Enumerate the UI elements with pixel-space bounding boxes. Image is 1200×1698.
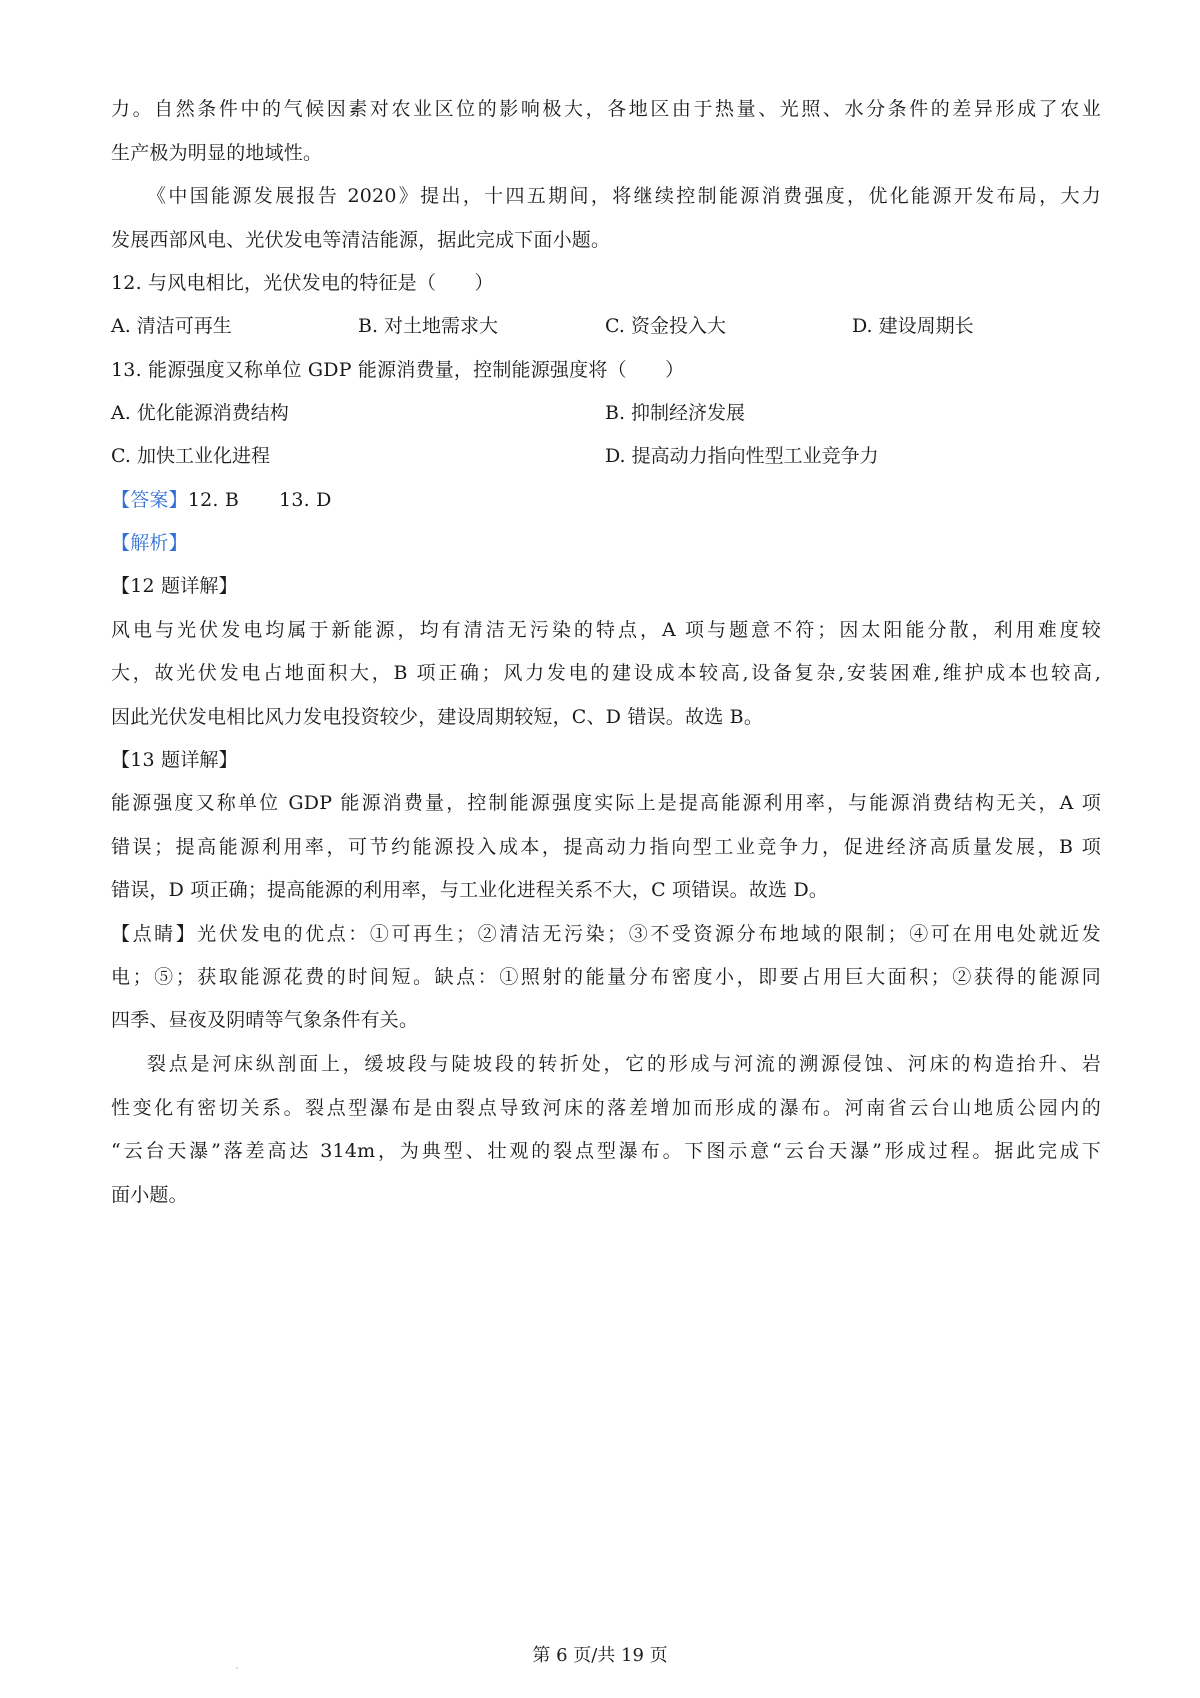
paragraph-line: 裂点是河床纵剖面上，缓坡段与陡坡段的转折处，它的形成与河流的溯源侵蚀、河床的构造抬升、岩 [147,1053,1101,1075]
paragraph-line: 错误，D 项正确；提高能源的利用率，与工业化进程关系不大，C 项错误。故选 D。 [111,879,829,901]
q13-option-b: B. 抑制经济发展 [605,402,746,424]
q12-option-b: B. 对土地需求大 [358,315,499,337]
dianjing-tag: 【点睛】 [111,923,198,945]
paragraph-line: 性变化有密切关系。裂点型瀑布是由裂点导致河床的落差增加而形成的瀑布。河南省云台山地质公园内的 [111,1097,1101,1119]
paragraph-line: 风电与光伏发电均属于新能源，均有清洁无污染的特点，A 项与题意不符；因太阳能分散，利用难度较 [111,619,1101,641]
paragraph-line: 生产极为明显的地域性。 [111,142,323,164]
detail-12-heading: 【12 题详解】 [111,575,238,597]
scan-dot [236,1667,238,1669]
answer-tag: 【答案】 [111,489,188,511]
paragraph-line: 电；⑤；获取能源花费的时间短。缺点：①照射的能量分布密度小，即要占用巨大面积；②获得的能源同 [111,966,1101,988]
paragraph-line: 力。自然条件中的气候因素对农业区位的影响极大，各地区由于热量、光照、水分条件的差异形成了农业 [111,98,1101,120]
paragraph-line: 四季、昼夜及阴晴等气象条件有关。 [111,1009,419,1031]
answer-12: 12. B [187,489,240,511]
page-number: 第 6 页/共 19 页 [532,1645,668,1666]
detail-13-heading: 【13 题详解】 [111,749,238,771]
dianjing-line [111,919,1101,949]
paragraph-line: 发展西部风电、光伏发电等清洁能源，据此完成下面小题。 [111,229,611,251]
answer-13: 13. D [279,489,332,511]
q12-option-a: A. 清洁可再生 [111,315,232,337]
q13-option-d: D. 提高动力指向性型工业竞争力 [605,445,879,467]
analysis-tag: 【解析】 [111,532,188,554]
paragraph-line: “云台天瀑”落差高达 314m，为典型、壮观的裂点型瀑布。下图示意“云台天瀑”形成过程。据此完成下 [111,1140,1101,1162]
question-12-stem: 12. 与风电相比，光伏发电的特征是（ ） [111,272,494,294]
paragraph-line: 面小题。 [111,1184,188,1206]
q13-option-c: C. 加快工业化进程 [111,445,270,467]
q13-option-a: A. 优化能源消费结构 [111,402,289,424]
paragraph-line: 大，故光伏发电占地面积大，B 项正确；风力发电的建设成本较高,设备复杂,安装困难,维护成本也较高, [111,662,1101,684]
question-13-stem: 13. 能源强度又称单位 GDP 能源消费量，控制能源强度将（ ） [111,359,685,381]
q12-option-d: D. 建设周期长 [852,315,974,337]
paragraph-line: 能源强度又称单位 GDP 能源消费量，控制能源强度实际上是提高能源利用率，与能源消费结构无关，A 项 [111,792,1101,814]
paragraph-line: 错误；提高能源利用率，可节约能源投入成本，提高动力指向型工业竞争力，促进经济高质量发展，B 项 [111,836,1101,858]
q12-option-c: C. 资金投入大 [605,315,726,337]
paragraph-line: 因此光伏发电相比风力发电投资较少，建设周期较短，C、D 错误。故选 B。 [111,706,764,728]
paragraph-text: 光伏发电的优点：①可再生；②清洁无污染；③不受资源分布地域的限制；④可在用电处就近发 [197,923,1101,945]
paragraph-line: 《中国能源发展报告 2020》提出，十四五期间，将继续控制能源消费强度，优化能源开发布局，大力 [147,185,1101,207]
answer-line [111,485,1101,515]
